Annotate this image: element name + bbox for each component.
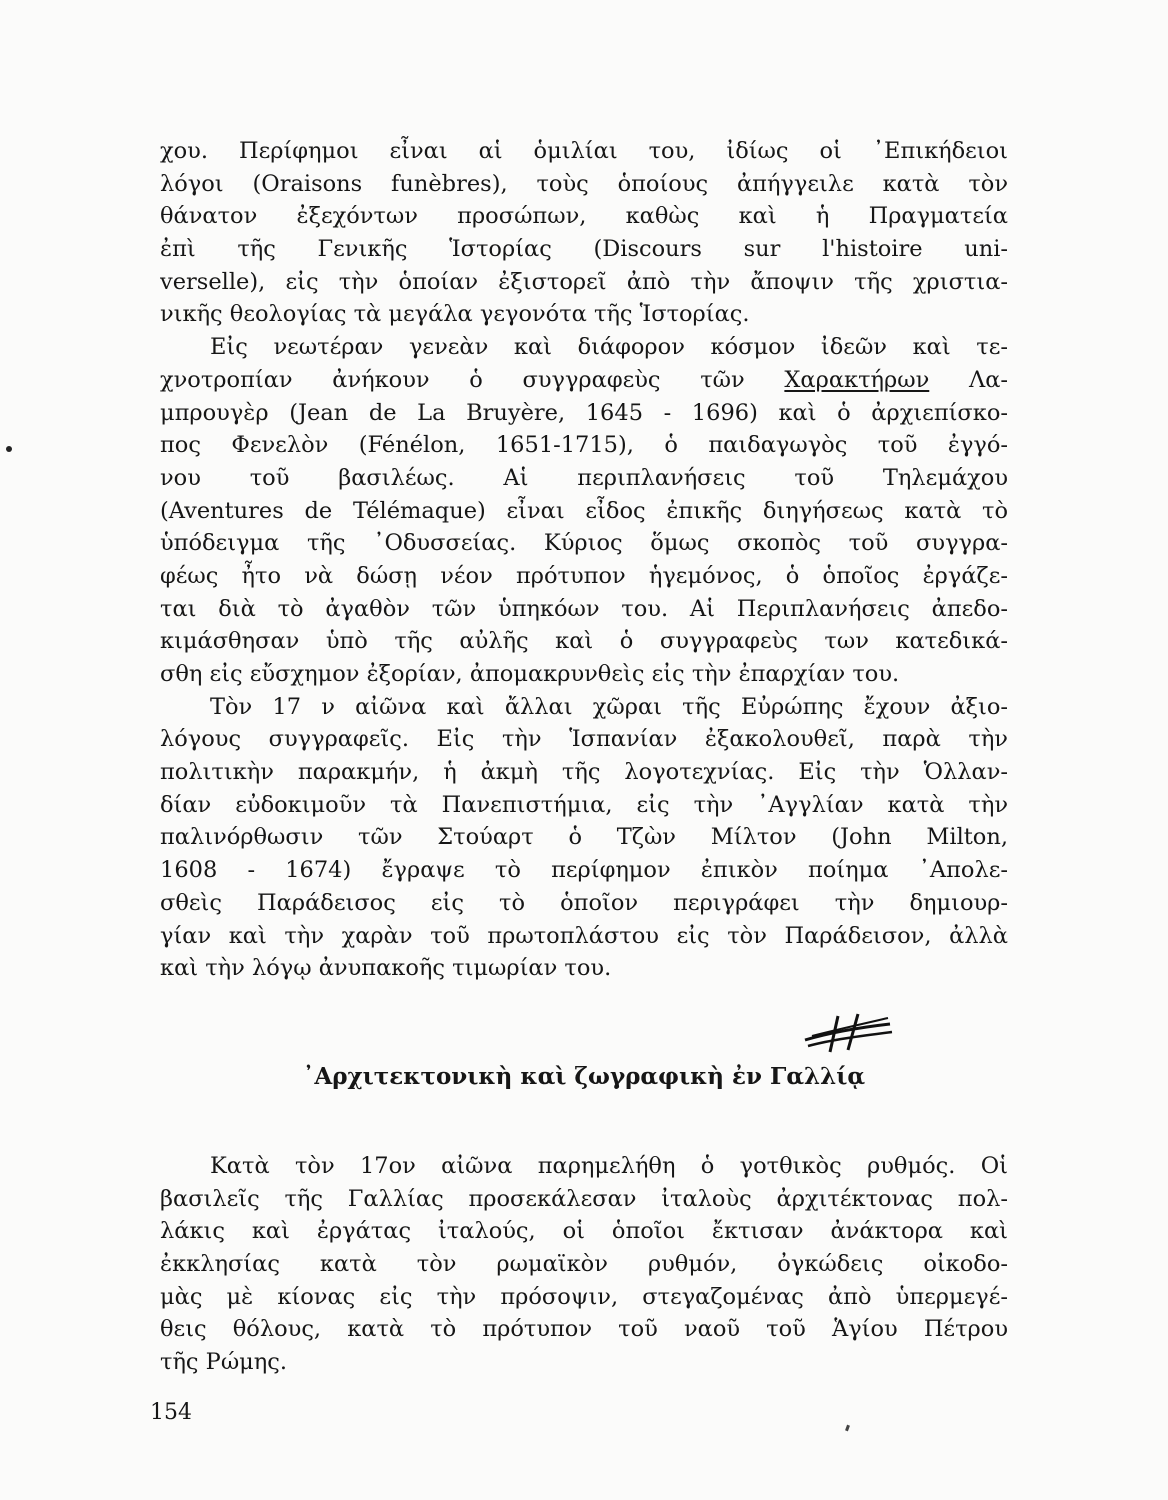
text-line: κιμάσθησαν ὑπὸ τῆς αὐλῆς καὶ ὁ συγγραφεὺς των κατεδικά- <box>160 628 1008 655</box>
text-line: ὑπόδειγμα τῆς ᾿Οδυσσείας. Κύριος ὅμως σκοπὸς τοῦ συγγρα- <box>160 530 1008 557</box>
text-line: θάνατον ἐξεχόντων προσώπων, καθὼς καὶ ἡ Πραγματεία <box>160 203 1008 230</box>
paragraphs-literature <box>160 135 1008 985</box>
paragraph-architecture <box>160 1150 1008 1379</box>
text-line: γίαν καὶ τὴν χαρὰν τοῦ πρωτοπλάστου εἰς τὸν Παράδεισον, ἀλλὰ <box>160 922 1008 949</box>
text-line: Κατὰ τὸν 17ον αἰῶνα παρημελήθη ὁ γοτθικὸς ρυθμός. Οἱ <box>210 1153 1008 1179</box>
text-line: καὶ τὴν λόγῳ ἀνυπακοῆς τιμωρίαν του. <box>160 955 612 982</box>
text-line: βασιλεῖς τῆς Γαλλίας προσεκάλεσαν ἰταλοὺς ἀρχιτέκτονας πολ- <box>160 1185 1008 1212</box>
text-line: λόγους συγγραφεῖς. Εἰς τὴν Ἱσπανίαν ἐξακολουθεῖ, παρὰ τὴν <box>160 726 1008 753</box>
text-line: σθεὶς Παράδεισος εἰς τὸ ὁποῖον περιγράφει τὴν δημιουρ- <box>160 889 1008 916</box>
handwritten-strike-mark <box>800 1010 895 1055</box>
page-number: 154 <box>150 1400 192 1425</box>
text-line: 1608 - 1674) ἔγραψε τὸ περίφημον ἐπικὸν ποίημα ᾿Απολε- <box>160 857 1008 884</box>
text-line: μπρουγὲρ (Jean de La Bruyère, 1645 - 1696) καὶ ὁ ἀρχιεπίσκο- <box>160 399 1008 426</box>
text-line: νου τοῦ βασιλέως. Αἱ περιπλανήσεις τοῦ Τηλεμάχου <box>160 464 1008 491</box>
text-line: Τὸν 17 ν αἰῶνα καὶ ἄλλαι χῶραι τῆς Εὐρώπης ἔχουν ἀξιο- <box>210 693 1008 720</box>
text-line: ται διὰ τὸ ἀγαθὸν τῶν ὑπηκόων του. Αἱ Περιπλανήσεις ἀπεδο- <box>160 595 1008 622</box>
text-line: φέως ἦτο νὰ δώσῃ νέον πρότυπον ἡγεμόνος, ὁ ὁποῖος ἐργάζε- <box>160 562 1008 589</box>
text-line: (Aventures de Télémaque) εἶναι εἶδος ἐπικῆς διηγήσεως κατὰ τὸ <box>160 497 1008 524</box>
underlined-word: Χαρακτήρων <box>784 366 930 393</box>
text-line: χου. Περίφημοι εἶναι αἱ ὁμιλίαι του, ἰδίως οἱ ᾿Επικήδειοι <box>160 138 1008 164</box>
text-line: λάκις καὶ ἐργάτας ἰταλούς, οἱ ὁποῖοι ἔκτισαν ἀνάκτορα καὶ <box>160 1218 1008 1245</box>
text-line: ἐκκλησίας κατὰ τὸν ρωμαϊκὸν ρυθμόν, ὀγκώδεις οἰκοδο- <box>160 1251 1008 1278</box>
text-line: τῆς Ρώμης. <box>160 1349 288 1376</box>
text-line: μὰς μὲ κίονας εἰς τὴν πρόσοψιν, στεγαζομένας ἀπὸ ὑπερμεγέ- <box>160 1283 1008 1310</box>
text-line: verselle), εἰς τὴν ὁποίαν ἐξιστορεῖ ἀπὸ τὴν ἄποψιν τῆς χριστια- <box>160 268 1008 295</box>
text-line: λόγοι (Oraisons funèbres), τοὺς ὁποίους ἀπήγγειλε κατὰ τὸν <box>160 170 1008 197</box>
text-line: χνοτροπίαν ἀνήκουν ὁ συγγραφεὺς τῶν Χαρακτήρων Λα- <box>160 366 1008 393</box>
text-line: ἐπὶ τῆς Γενικῆς Ἱστορίας (Discours sur l'histoire uni- <box>160 236 1008 263</box>
text-line: πος Φενελὸν (Fénélon, 1651-1715), ὁ παιδαγωγὸς τοῦ ἐγγό- <box>160 432 1008 459</box>
text-line: Εἰς νεωτέραν γενεὰν καὶ διάφορον κόσμον ἰδεῶν καὶ τε- <box>210 334 1008 361</box>
text-line: θεις θόλους, κατὰ τὸ πρότυπον τοῦ ναοῦ τοῦ Ἁγίου Πέτρου <box>160 1316 1008 1343</box>
text-line: σθη εἰς εὔσχημον ἐξορίαν, ἀπομακρυνθεὶς εἰς τὴν ἐπαρχίαν του. <box>160 661 900 687</box>
margin-dot <box>6 446 12 452</box>
scan-speck <box>845 1425 850 1432</box>
section-heading: ᾿Αρχιτεκτονικὴ καὶ ζωγραφικὴ ἐν Γαλλίᾳ <box>302 1063 866 1090</box>
text-line: παλινόρθωσιν τῶν Στούαρτ ὁ Τζὼν Μίλτον (John Milton, <box>160 824 1008 851</box>
text-line: πολιτικὴν παρακμήν, ἡ ἀκμὴ τῆς λογοτεχνίας. Εἰς τὴν Ὁλλαν- <box>160 759 1008 786</box>
text-line: νικῆς θεολογίας τὰ μεγάλα γεγονότα τῆς Ἱστορίας. <box>160 301 750 328</box>
text-line: δίαν εὐδοκιμοῦν τὰ Πανεπιστήμια, εἰς τὴν ᾿Αγγλίαν κατὰ τὴν <box>160 791 1008 818</box>
